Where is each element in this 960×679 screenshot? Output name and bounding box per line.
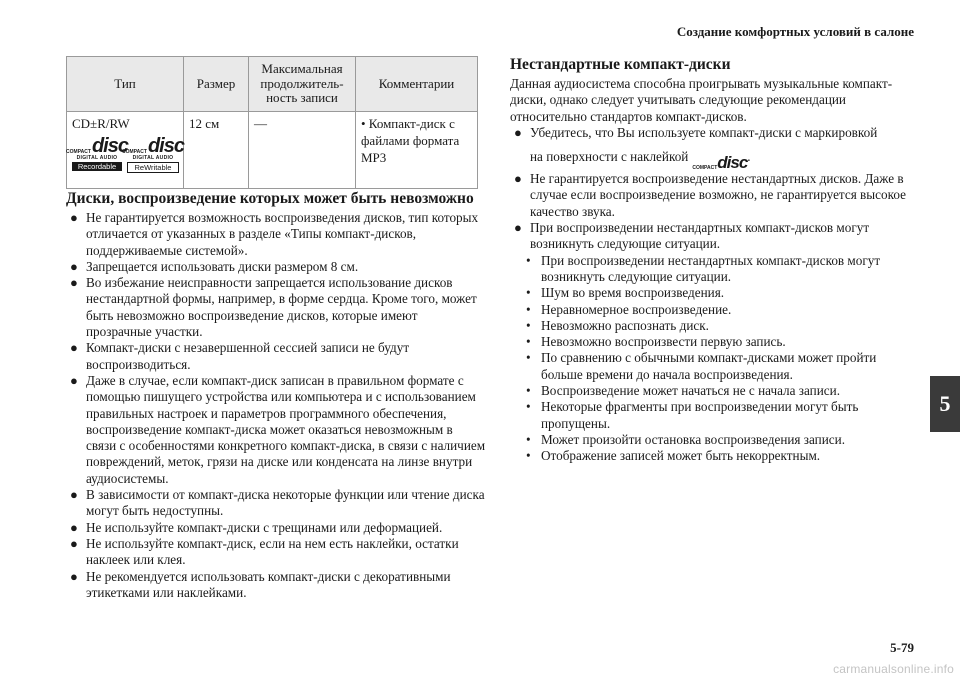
logo-word: disc bbox=[147, 134, 184, 157]
running-header: Создание комфортных условий в салоне bbox=[676, 24, 914, 39]
logo-band-rewritable: ReWritable bbox=[127, 162, 179, 173]
list-item: • Шум во время воспроизведения. bbox=[510, 285, 920, 301]
section-intro: Данная аудиосистема способна проигрывать музыкальные компакт-диски, однако следует учитывать следующие рекомендации относительно стандартов компакт-дисков. bbox=[510, 76, 893, 124]
list-item: ● При воспроизведении нестандартных компакт-дисков могут возникнуть следующие ситуации. bbox=[510, 220, 920, 253]
col-header-type: Тип bbox=[67, 57, 184, 112]
list-item: • Воспроизведение может начаться не с начала записи. bbox=[510, 383, 920, 399]
logo-band-recordable: Recordable bbox=[72, 162, 122, 171]
disc-type-text: CD±R/RW bbox=[72, 116, 130, 131]
cell-type bbox=[67, 112, 184, 189]
page-number: 5-79 bbox=[890, 640, 914, 655]
watermark: carmanualsonline.info bbox=[833, 662, 954, 676]
cd-rewritable-logo-icon bbox=[122, 134, 184, 179]
list-item: ● Не используйте компакт-диски с трещинами или деформацией. bbox=[66, 520, 486, 536]
unplayable-discs-section bbox=[66, 190, 486, 601]
logo-side-text: COMPACT bbox=[66, 148, 91, 155]
logo-word: disc bbox=[717, 153, 748, 173]
list-item: ● Компакт-диски с незавершенной сессией записи не будут воспроизводиться. bbox=[66, 340, 486, 373]
list-item: ● Во избежание неисправности запрещается использование дисков нестандартной формы, например, в форме сердца. Кроме того, может быть невозможно воспроизведение дисков, которые имеют прозрачные участки. bbox=[66, 275, 486, 340]
cd-recordable-logo-icon bbox=[66, 134, 128, 179]
list-item: ● Не гарантируется возможность воспроизведения дисков, тип которых отличается от указанных в разделе «Типы компакт-дисков, поддерживаемые системой». bbox=[66, 210, 486, 259]
logo-side-text: COMPACT bbox=[122, 148, 147, 155]
list-item: • По сравнению с обычными компакт-дисками может пройти больше времени до начала воспроизведения. bbox=[510, 350, 920, 383]
nonstandard-list bbox=[510, 125, 920, 253]
list-item: • При воспроизведении нестандартных компакт-дисков могут возникнуть следующие ситуации. bbox=[510, 253, 920, 286]
list-item: • Может произойти остановка воспроизведения записи. bbox=[510, 432, 920, 448]
list-item: ● В зависимости от компакт-диска некоторые функции или чтение диска могут быть недоступны. bbox=[66, 487, 486, 520]
list-item: ● Запрещается использовать диски размером 8 см. bbox=[66, 259, 486, 275]
section-heading-nonstandard: Нестандартные компакт-диски bbox=[510, 56, 731, 73]
logo-sub-text: DIGITAL AUDIO bbox=[76, 154, 118, 161]
bullet1-end: . bbox=[747, 149, 751, 165]
col-header-duration: Максимальная продолжитель-ность записи bbox=[249, 57, 356, 112]
disc-logos bbox=[66, 134, 184, 179]
cell-size: 12 см bbox=[184, 112, 249, 189]
list-item: • Отображение записей может быть некорректным. bbox=[510, 448, 920, 464]
col-header-comments: Комментарии bbox=[356, 57, 478, 112]
list-item: • Некоторые фрагменты при воспроизведении могут быть пропущены. bbox=[510, 399, 920, 432]
bullet1-text: Убедитесь, что Вы используете компакт-диски с маркировкой bbox=[530, 124, 878, 140]
section-heading-unplayable: Диски, воспроизведение которых может быть невозможно bbox=[66, 190, 474, 207]
list-item: ● Не гарантируется воспроизведение нестандартных дисков. Даже в случае если воспроизведение возможно, не гарантируется высокое качество звука. bbox=[510, 171, 920, 220]
disc-types-table bbox=[66, 56, 478, 189]
unplayable-list bbox=[66, 210, 486, 601]
cell-comment: • Компакт-диск с файлами формата MP3 bbox=[356, 112, 478, 189]
logo-side-text: COMPACT bbox=[692, 165, 718, 172]
col-header-size: Размер bbox=[184, 57, 249, 112]
chapter-tab: 5 bbox=[930, 376, 960, 432]
list-item bbox=[510, 125, 920, 171]
list-item: • Неравномерное воспроизведение. bbox=[510, 302, 920, 318]
compact-disc-mark-icon bbox=[692, 149, 747, 171]
table-row bbox=[67, 112, 478, 189]
list-item: • Невозможно воспроизвести первую запись. bbox=[510, 334, 920, 350]
logo-sub-text: DIGITAL AUDIO bbox=[132, 154, 174, 161]
situations-list bbox=[510, 253, 920, 465]
list-item: • Невозможно распознать диск. bbox=[510, 318, 920, 334]
logo-word: disc bbox=[91, 134, 128, 157]
bullet1-text-cont: на поверхности с наклейкой bbox=[530, 149, 689, 165]
list-item: ● Даже в случае, если компакт-диск записан в правильном формате с помощью пишущего устройства или компьютера и с использованием правильных настроек и параметров программного обеспечения, воспроизведение компакт-диска может оказаться невозможным в связи с особенностями конкретного компакт-диска, в связи с наличием повреждений, меток, грязи на диске или конденсата на линзе внутри аудиосистемы. bbox=[66, 373, 486, 487]
list-item: ● Не рекомендуется использовать компакт-диски с декоративными этикетками или наклейками. bbox=[66, 569, 486, 602]
nonstandard-discs-section bbox=[510, 56, 920, 465]
cell-duration: — bbox=[249, 112, 356, 189]
table-header-row bbox=[67, 57, 478, 112]
list-item: ● Не используйте компакт-диск, если на нем есть наклейки, остатки наклеек или клея. bbox=[66, 536, 486, 569]
